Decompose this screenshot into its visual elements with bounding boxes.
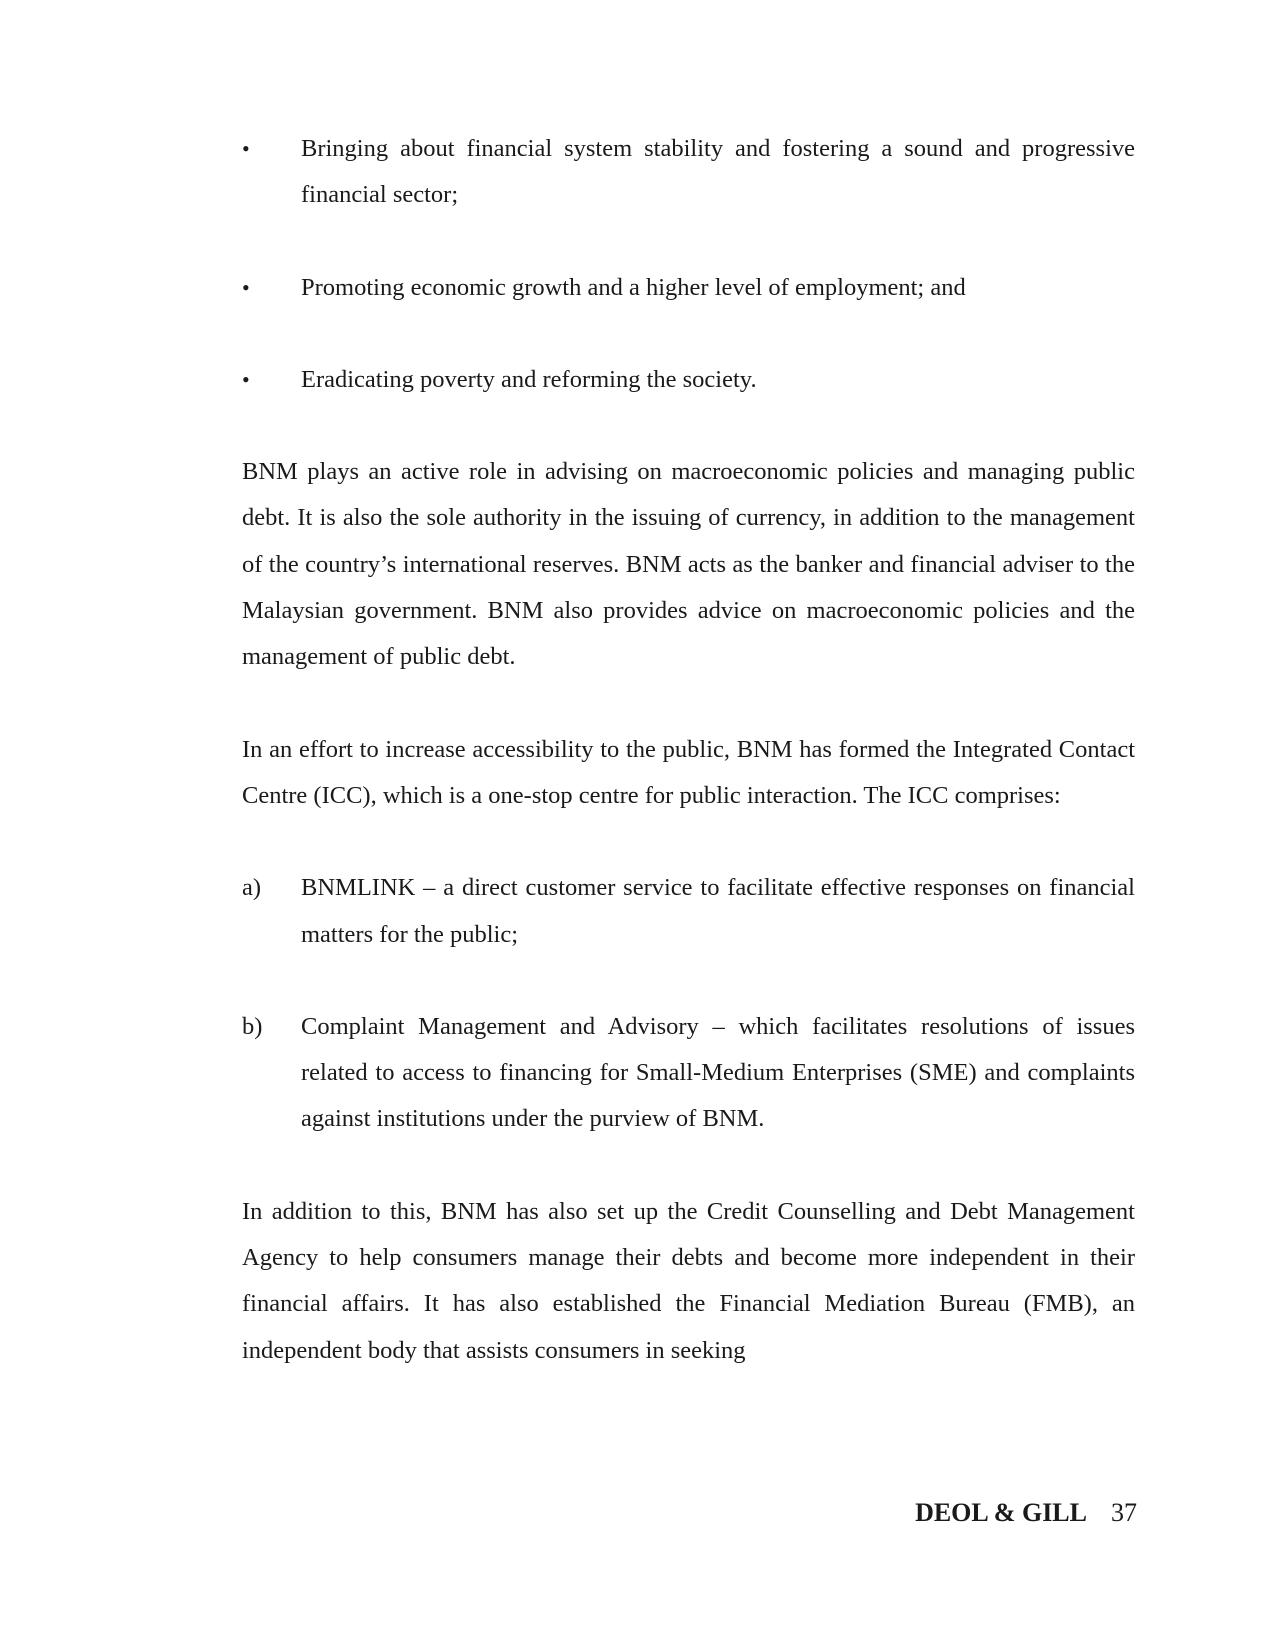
item-marker: a) — [242, 874, 262, 902]
item-marker: b) — [242, 1012, 263, 1040]
bullet-icon: • — [242, 136, 250, 161]
bullet-text: Bringing about financial system stability and fostering a sound and progressive financial sector; — [301, 135, 1135, 209]
page-body — [242, 126, 1135, 1374]
item-text: BNMLINK – a direct customer service to facilitate effective responses on financial matters for the public; — [301, 874, 1135, 948]
page-number: 37 — [1111, 1498, 1137, 1527]
footer-authors: DEOL & GILL — [915, 1498, 1087, 1527]
bullet-item — [242, 265, 1135, 311]
bullet-item — [242, 126, 1135, 219]
bullet-icon: • — [242, 366, 250, 392]
lettered-item — [242, 1004, 1135, 1143]
bullet-text: Eradicating poverty and reforming the society. — [301, 365, 757, 393]
bullet-text: Promoting economic growth and a higher level of employment; and — [301, 273, 966, 301]
paragraph-credit-counselling: In addition to this, BNM has also set up the Credit Counselling and Debt Management Agency to help consumers manage their debts and become more independent in their financial affairs. It has also established the Financial Mediation Bureau (FMB), an independent body that assists consumers in seeking — [242, 1197, 1135, 1364]
page-footer — [915, 1497, 1137, 1529]
lettered-item — [242, 865, 1135, 958]
bullet-item — [242, 357, 1135, 403]
paragraph-icc-intro: In an effort to increase accessibility to the public, BNM has formed the Integrated Contact Centre (ICC), which is a one-stop centre for public interaction. The ICC comprises: — [242, 735, 1135, 809]
paragraph-bnm-role: BNM plays an active role in advising on macroeconomic policies and managing public debt. It is also the sole authority in the issuing of currency, in addition to the management of the country’s international reserves. BNM acts as the banker and financial adviser to the Malaysian government. BNM also provides advice on macroeconomic policies and the management of public debt. — [242, 458, 1135, 671]
bullet-icon: • — [242, 274, 250, 300]
item-text: Complaint Management and Advisory – which facilitates resolutions of issues related to access to financing for Small-Medium Enterprises (SME) and complaints against institutions under the purview of BNM. — [301, 1012, 1135, 1133]
